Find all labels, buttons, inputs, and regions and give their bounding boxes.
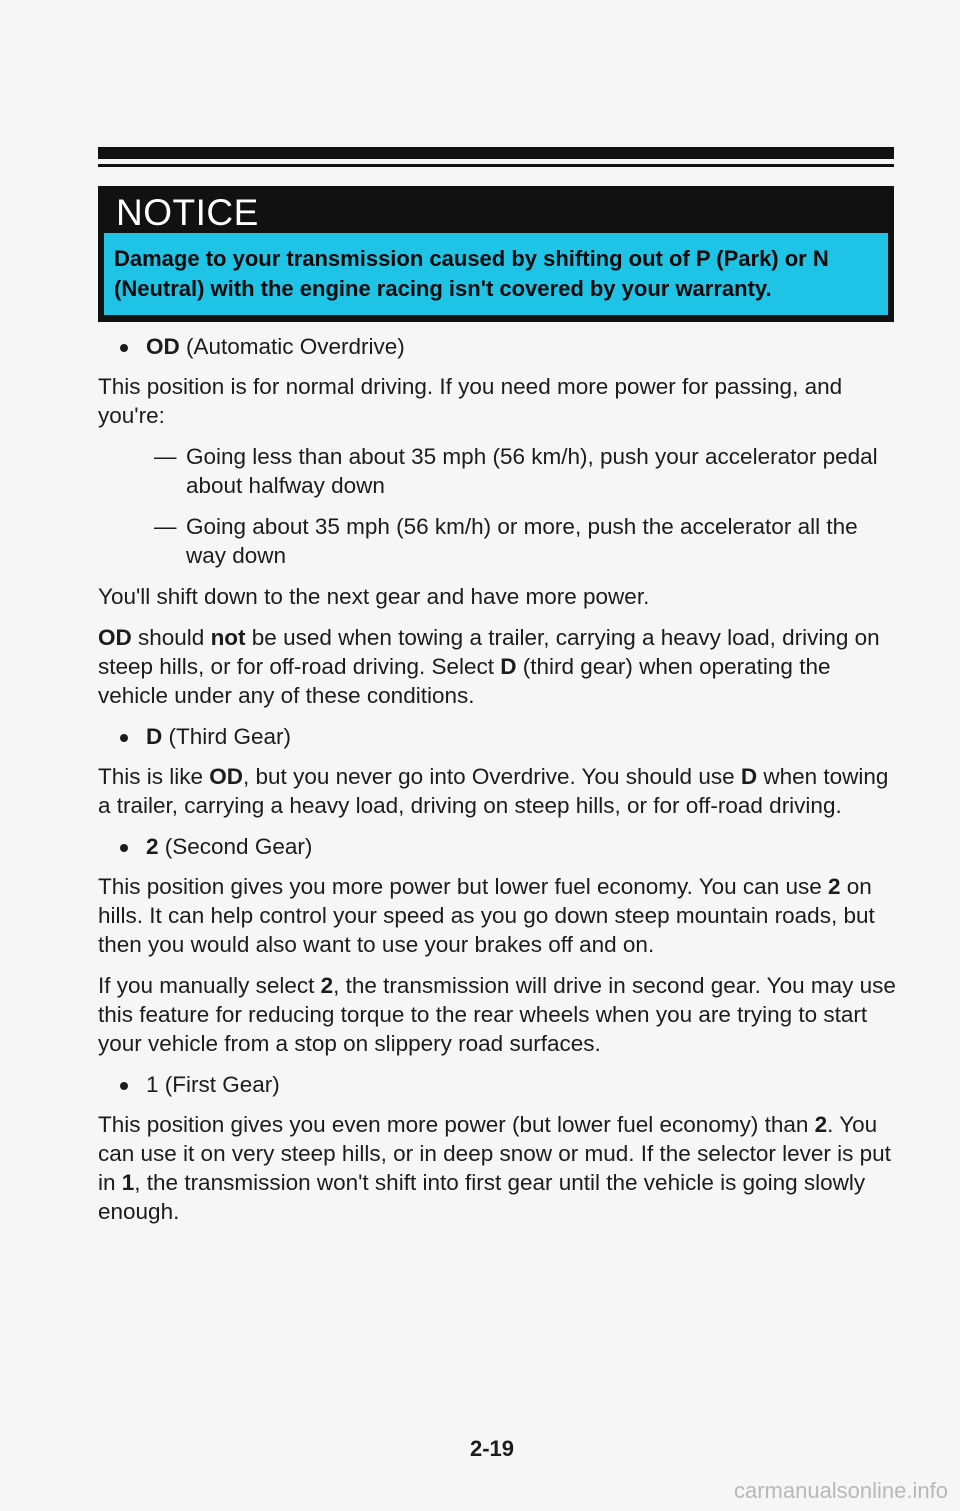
first-gear-heading: 1 (First Gear) [98,1070,898,1099]
first-t2: . You can use it on very steep hills, or in deep snow or mud. If the selector lever is put in [98,1112,891,1195]
first-t1: This position gives you even more power (but lower fuel economy) than [98,1112,815,1137]
second-p1-c: on hills. It can help control your speed as you go down steep mountain roads, but then you would also want to use your brakes off and on. [98,874,875,957]
od-warning-b: be used when towing a trailer, carrying a heavy load, driving on steep hills, or for off-road driving. Select [98,625,880,679]
watermark: carmanualsonline.info [733,1478,948,1503]
first-b1: 2 [814,1112,828,1137]
od-warning [98,623,898,710]
second-p1-a: This position gives you more power but lower fuel economy. You can use [98,874,828,899]
notice-body [104,233,888,315]
notice-text-1: Damage to your transmission caused by shifting out of [114,246,696,271]
third-gear-heading [98,722,898,751]
notice-park-letter: P [695,246,711,271]
od-warning-a: should [131,625,211,650]
manual-content [98,332,898,1238]
od-warning-c: (third gear) when operating the vehicle under any of these conditions. [98,654,831,708]
od-item-2: — Going about 35 mph (56 km/h) or more, push the accelerator all the way down [98,512,898,570]
third-b1: OD [209,764,244,789]
third-t3: when towing a trailer, carrying a heavy load, driving on steep hills, or for off-road driving. [98,764,889,818]
top-rule-thick [98,147,894,159]
od-item-1: — Going less than about 35 mph (56 km/h), push your accelerator pedal about halfway down [98,442,898,500]
first-b2: 1 [121,1170,135,1195]
page-number: 2-19 [469,1436,515,1461]
second-p2-a: If you manually select [98,973,321,998]
second-heading-rest: (Second Gear) [158,834,313,859]
second-gear-heading [98,832,898,861]
third-heading-bold: D [146,724,163,749]
second-gear-text-2 [98,971,898,1058]
second-p1-b: 2 [828,874,841,899]
top-rule-thin [98,164,894,167]
notice-neutral-letter: N [812,246,829,271]
od-shift-note: You'll shift down to the next gear and have more power. [98,584,650,609]
od-warning-not: not [210,625,246,650]
od-heading-bold: OD [146,334,180,359]
od-warning-d: D [500,654,517,679]
od-heading-rest: (Automatic Overdrive) [179,334,405,359]
od-intro: This position is for normal driving. If you need more power for passing, and you're: [98,374,843,428]
third-t1: This is like [98,764,210,789]
notice-title: NOTICE [116,192,259,233]
od-warning-od: OD [98,625,132,650]
notice-text-2: (Park) or [710,246,813,271]
third-b2: D [740,764,758,789]
first-gear-text [98,1110,898,1226]
first-t3: , the transmission won't shift into first gear until the vehicle is going slowly enough. [98,1170,866,1224]
notice-box [98,186,894,322]
third-gear-text [98,762,898,820]
od-heading [98,332,898,361]
second-p2-c: , the transmission will drive in second gear. You may use this feature for reducing torque to the rear wheels when you are trying to start your vehicle from a stop on slippery road surfaces. [98,973,896,1056]
second-p2-b: 2 [320,973,334,998]
third-t2: , but you never go into Overdrive. You should use [243,764,741,789]
third-heading-rest: (Third Gear) [162,724,292,749]
notice-text-3: (Neutral) with the engine racing isn't covered by your warranty. [114,276,772,301]
second-heading-bold: 2 [146,834,159,859]
second-gear-text-1 [98,872,898,959]
